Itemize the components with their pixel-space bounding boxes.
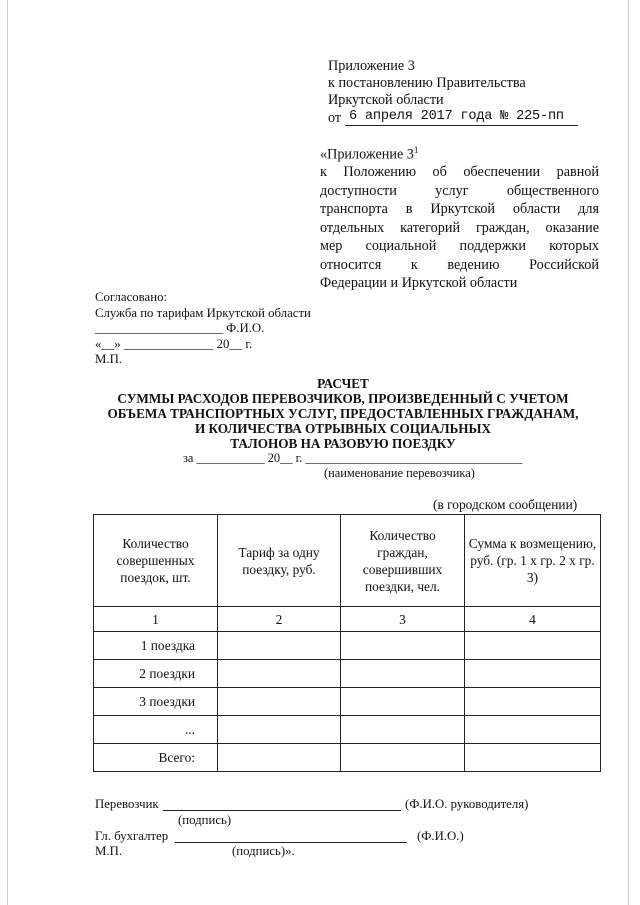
appendix-title: [320, 145, 418, 164]
appendix-title-text: «Приложение 3: [320, 146, 414, 163]
appendix-line: к Положению об обеспечении равной: [320, 164, 599, 180]
agreed-fio-line: ____________________ Ф.И.О.: [95, 321, 265, 335]
accountant-label: Гл. бухгалтер: [95, 829, 169, 843]
table-cell: [218, 688, 341, 716]
signature-caption-2: (подпись)».: [232, 844, 295, 858]
header-line-3: Иркутской области: [328, 92, 444, 108]
col-number: 1: [94, 607, 218, 632]
appendix-line: мер социальной поддержки которых: [320, 238, 599, 254]
title-line: СУММЫ РАСХОДОВ ПЕРЕВОЗЧИКОВ, ПРОИЗВЕДЕННЫЙ С УЧЕТОМ: [117, 391, 569, 406]
agreed-date-line: «__» ______________ 20__ г.: [95, 337, 253, 351]
message-type: (в городском сообщении): [433, 497, 578, 512]
table-row: [94, 716, 601, 744]
table-cell: [341, 716, 465, 744]
header-date-underline: [345, 125, 578, 126]
carrier-caption: (наименование перевозчика): [324, 466, 475, 480]
title-word: РАСЧЕТ: [317, 376, 369, 391]
table-row: [94, 632, 601, 660]
row-label: ...: [94, 716, 218, 744]
table-cell: [341, 688, 465, 716]
period-line: за ___________ 20__ г. ___________________________________: [183, 451, 523, 465]
col-header-sum: Сумма к возмещению, руб. (гр. 1 х гр. 2 х гр. 3): [465, 515, 601, 607]
table-cell: [218, 632, 341, 660]
agreed-title: Согласовано:: [95, 290, 168, 304]
scan-edge-right: [628, 0, 629, 905]
table-cell: [341, 632, 465, 660]
appendix-line: Федерации и Иркутской области: [320, 275, 518, 291]
carrier-label: Перевозчик: [95, 797, 159, 811]
row-label: 3 поездки: [94, 688, 218, 716]
appendix-line: отдельных категорий граждан, оказание: [320, 219, 599, 236]
row-label: 2 поездки: [94, 660, 218, 688]
title-line: ТАЛОНОВ НА РАЗОВУЮ ПОЕЗДКУ: [230, 436, 456, 451]
footer-stamp: М.П.: [95, 844, 123, 858]
table-cell: [465, 744, 601, 772]
col-number: 4: [465, 607, 601, 632]
row-label: 1 поездка: [94, 632, 218, 660]
table-cell: [218, 744, 341, 772]
col-header-citizens: Количество граждан, совершивших поездки, чел.: [341, 515, 465, 607]
table-number-row: [94, 607, 601, 632]
appendix-line: относится к ведению Российской: [320, 256, 599, 273]
title-line: ОБЪЕМА ТРАНСПОРТНЫХ УСЛУГ, ПРЕДОСТАВЛЕННЫХ ГРАЖДАНАМ,: [107, 406, 579, 421]
col-number: 2: [218, 607, 341, 632]
table-cell: [341, 744, 465, 772]
appendix-title-sup: 1: [413, 145, 419, 155]
col-header-tariff: Тариф за одну поездку, руб.: [218, 515, 341, 607]
table-row: [94, 660, 601, 688]
scan-edge-left: [7, 0, 8, 905]
agreed-stamp: М.П.: [95, 352, 123, 366]
appendix-body: [320, 163, 599, 293]
agreed-service: Служба по тарифам Иркутской области: [95, 306, 311, 320]
header-line-1: Приложение 3: [328, 58, 415, 74]
fio-caption: (Ф.И.О.): [417, 829, 464, 843]
table-cell: [465, 688, 601, 716]
row-label-total: Всего:: [94, 744, 218, 772]
header-date-value: 6 апреля 2017 года № 225-пп: [349, 109, 564, 124]
title-line: И КОЛИЧЕСТВА ОТРЫВНЫХ СОЦИАЛЬНЫХ: [194, 421, 492, 436]
table-cell: [341, 660, 465, 688]
carrier-signature-line: [163, 810, 401, 811]
appendix-line: транспорта в Иркутской области для: [320, 201, 599, 217]
table-total-row: [94, 744, 601, 772]
table-row: [94, 688, 601, 716]
header-line-2: к постановлению Правительства: [328, 75, 526, 91]
calculation-table: [93, 514, 601, 772]
table-cell: [465, 632, 601, 660]
signature-caption-1: (подпись): [178, 813, 232, 827]
col-number: 3: [341, 607, 465, 632]
table-cell: [465, 716, 601, 744]
col-header-trips: Количество совершенных поездок, шт.: [94, 515, 218, 607]
table-header-row: [94, 515, 601, 607]
accountant-signature-line: [175, 842, 407, 843]
table-cell: [218, 660, 341, 688]
appendix-line: доступности услуг общественного: [320, 182, 599, 199]
table-cell: [465, 660, 601, 688]
head-caption: (Ф.И.О. руководителя): [405, 797, 529, 811]
table-cell: [218, 716, 341, 744]
header-date-prefix: от: [328, 110, 342, 126]
